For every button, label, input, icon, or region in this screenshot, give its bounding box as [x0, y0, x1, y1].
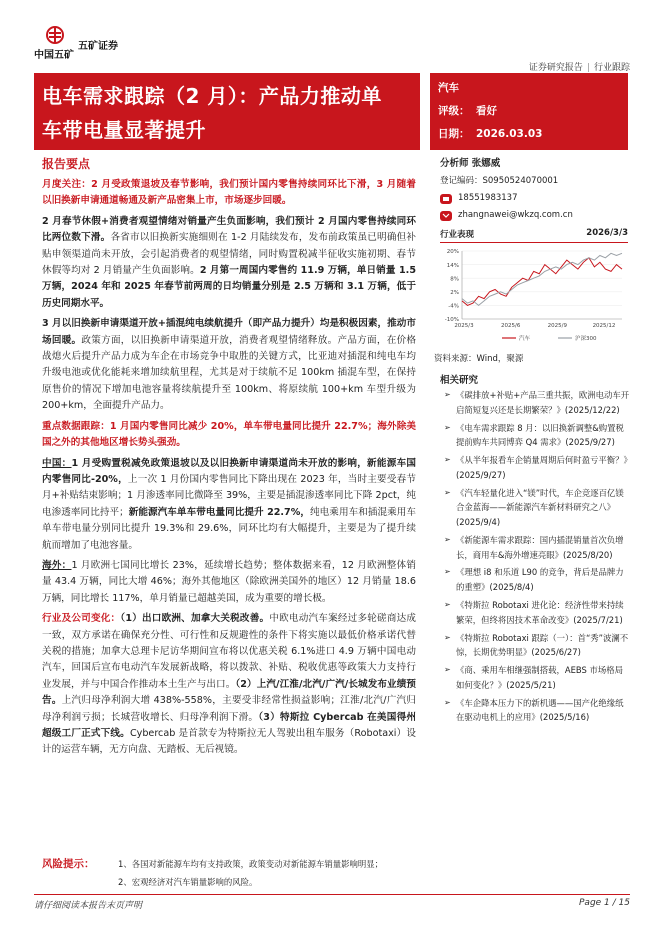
- analyst-phone: [440, 190, 630, 207]
- brand-name: 中国五矿: [34, 50, 74, 61]
- chart-x-tick-label: 2025/9: [547, 323, 568, 329]
- related-list: [446, 388, 630, 728]
- rating-value: 看好: [476, 105, 497, 117]
- phone-text: 18551983137: [458, 193, 518, 203]
- chart-series-line: [462, 258, 622, 306]
- chart-header: [440, 228, 628, 243]
- chart-plot: [440, 243, 628, 343]
- china-battery-body: 纯电乘用车和插混乘用车单车带电量分别同比提升 19.3%和 29.6%，同环比均有大幅提升，主要是为了提升续航而增加了电池容量。: [42, 506, 417, 551]
- report-type-label: 证券研究报告: [528, 63, 583, 73]
- chart-y-tick-label: -10%: [444, 317, 459, 324]
- monthly-focus-text: 2 月受政策退坡及春节影响，我们预计国内零售持续同环比下滑，3 月随着以旧换新申请通道畅通及新产品密集上市，市场逐步回暖。: [42, 179, 417, 207]
- analyst-email[interactable]: [440, 207, 630, 224]
- chart-y-tick-label: 2%: [450, 290, 459, 296]
- chart-title: 行业表现: [440, 230, 475, 240]
- chart-legend-label: 汽车: [519, 336, 531, 342]
- report-title: [34, 73, 420, 150]
- feb-body: 各省市以旧换新实施细则在 1-2 月陆续发布，发布前政策虽已明确但补贴申领渠道尚未开放，会引起消费者的观望情绪，同时购置税减半征收实施初期、春节休假等均对 2 月销量产生负面影响。: [42, 232, 416, 277]
- chart-x-tick-label: 2025/12: [592, 323, 616, 329]
- risk-item-1: 1、各国对新能源车均有支持政策，政策变动对新能源车销量影响明显；: [118, 859, 383, 869]
- date-label: 日期：: [438, 128, 470, 140]
- feb-data: 2 月第一周国内零售约 11.9 万辆，单日销量 1.5 万辆，2024 年和 2025 年春节前两周的日均销量分别是 2.5 万辆和 3.1 万辆，低于历史同期水平。: [42, 265, 417, 309]
- overseas-label: 海外：: [42, 559, 72, 571]
- related-item[interactable]: ➢ 《理想 i8 和乐道 L90 的竞争，背后是品牌力的重塑》(2025/8/4): [446, 565, 630, 594]
- section-title: 报告要点: [42, 157, 91, 171]
- chart-y-tick-label: 20%: [446, 249, 459, 256]
- email-text[interactable]: zhangnawei@wkzq.com.cn: [458, 210, 573, 220]
- email-icon: [440, 211, 452, 221]
- analyst-reg: [440, 173, 630, 190]
- overseas-body: 1 月欧洲七国同比增长 23%，延续增长趋势；整体数据来看，12 月欧洲整体销量 43.4 万辆，同比大增 46%；海外其他地区（除欧洲美国外的地区）12 月销量 18.6 万辆，同比增长 117%，单月销量已超越美国，成为重要的增长极。: [42, 559, 416, 604]
- phone-icon: [440, 194, 452, 204]
- related-item[interactable]: ➢ 《商、乘用车相继强制搭载，AEBS 市场格局如何变化？》(2025/5/21): [446, 663, 630, 692]
- analyst-info: [440, 155, 630, 224]
- related-item[interactable]: ➢ 《电车需求跟踪 8 月：以旧换新调整&购置税提前购车共同博弈 Q4 需求》(2025/9/27): [446, 421, 630, 450]
- mar-body: 政策方面，以旧换新申请渠道开放，消费者观望情绪释放。产品方面，在价格战熄火后提升产品力成为车企在市场竞争中取胜的关键方式，比亚迪对插混和纯电车均升级电池或优化能耗来增加续航里程，尤其是对于续航不足 100km 插混车型，在保持原售价的情况下增加电池容量将续航提升至 100km、将原续航 100+km 车型升级为 200+km，全面提升产品力。: [42, 334, 417, 412]
- china-label: 中国：: [42, 457, 72, 469]
- related-item[interactable]: ➢ 《从半年报看车企销量周期后何时盈亏平衡？》(2025/9/27): [446, 453, 630, 482]
- chart-x-tick-label: 2025/6: [500, 323, 521, 329]
- related-item[interactable]: ➢ 《特斯拉 Robotaxi 跟踪（一）：首“秀”波澜不惊，长期优势明显》(2025/6/27): [446, 631, 630, 660]
- risk-title: 风险提示：: [42, 858, 95, 870]
- footer-disclaimer: 请仔细阅读本报告末页声明: [34, 901, 143, 911]
- industry-item-3: （3）特斯拉 Cybercab 在美国得州超级工厂正式下线。: [42, 711, 416, 739]
- title-line-2: 车带电量显著提升: [42, 118, 206, 142]
- company-logo: [34, 26, 144, 60]
- chart-date: 2026/3/3: [586, 228, 628, 238]
- main-content: [42, 155, 416, 759]
- feb-lead: 2 月春节休假+消费者观望情绪对销量产生负面影响，我们预计 2 月国内零售持续同环比两位数下滑。: [42, 215, 416, 244]
- industry-item-2: （2）上汽/江淮/北汽/广汽/长城发布业绩预告。: [42, 678, 416, 707]
- industry-label: 行业及公司变化：: [42, 613, 121, 625]
- chart-y-tick-label: 14%: [446, 262, 459, 269]
- paragraph-monthly-focus: [42, 177, 416, 210]
- related-item[interactable]: ➢ 《新能源车需求跟踪：国内插混销量首次负增长，商用车&海外增速亮眼》(2025/8/20): [446, 533, 630, 562]
- risk-item-2: 2、宏观经济对汽车销量影响的风险。: [118, 877, 258, 887]
- industry-item-1-body: 中欧电动汽车案经过多轮磋商达成一致，双方承诺在确保充分性、可行性和反规避性的条件下将实施以最低价格承诺代替关税的措施；加拿大总理卡尼访华期间宣布将以优惠关税 6.1%进口 4.9 万辆中国电动汽车，回国后宣布电动汽车发展新战略，将以拨款、补贴、税收优惠等政策大力支持行业发展，并与中国合作推动本土生产与出口。: [42, 613, 417, 690]
- industry-performance-chart: [440, 228, 628, 344]
- paragraph-feb: [42, 214, 416, 312]
- industry-item-3-body: Cybercab 是首款专为特斯拉无人驾驶出租车服务（Robotaxi）设计的运营车辆，无方向盘、无踏板、无后视镜。: [42, 728, 416, 756]
- report-sub-label: 行业跟踪: [593, 63, 630, 73]
- paragraph-overseas: [42, 558, 416, 607]
- title-line-1: 电车需求跟踪（2 月）：产品力推动单: [42, 84, 382, 108]
- chart-source: 资料来源：Wind，聚源: [434, 354, 524, 364]
- chart-y-tick-label: 8%: [450, 276, 459, 283]
- paragraph-china: [42, 456, 416, 554]
- sector-name: 汽车: [438, 82, 459, 94]
- date-value: 2026.03.03: [476, 128, 543, 140]
- related-item[interactable]: ➢ 《碳排放+补贴+产品三重共振，欧洲电动车开启简短复兴还是长期繁荣？》(2025/12/22): [446, 388, 630, 417]
- page-number: Page 1 / 15: [579, 898, 630, 908]
- rating-label: 评级：: [438, 105, 470, 117]
- chart-series-line: [462, 253, 622, 305]
- chart-y-tick-label: -4%: [448, 303, 459, 310]
- footer-divider: [34, 894, 630, 895]
- divider: |: [586, 63, 590, 73]
- brand-name-securities: 五矿证券: [78, 41, 118, 52]
- china-battery: 新能源汽车单车带电量同比提升 22.7%，: [128, 506, 311, 518]
- analyst-name: 分析师 张娜威: [440, 158, 501, 169]
- china-body: 上一次 1 月份国内零售同比下降出现在 2023 年，当时主要受春节月+补贴结束影响；1 月渗透率同比微降至 39%，主要是插混渗透率同比下降 2pct，纯电渗透率同比持平；: [42, 473, 417, 518]
- analyst-reg-text: 登记编码：S0950524070001: [440, 176, 559, 186]
- related-item[interactable]: ➢ 《汽车轻量化进入“镁”时代，车企竞逐百亿镁合金蓝海——新能源汽车新材料研究之八》(2025/9/4): [446, 486, 630, 530]
- related-item[interactable]: ➢ 《车企降本压力下的新机遇——国产化绝缘纸在驱动电机上的应用》(2025/5/16): [446, 696, 630, 725]
- paragraph-mar: [42, 316, 416, 414]
- related-title: 相关研究: [440, 375, 479, 386]
- chart-x-tick-label: 2025/3: [454, 323, 474, 329]
- china-lead: 1 月受购置税减免政策退坡以及以旧换新申请渠道尚未开放的影响，新能源车国内零售同比-20%，: [42, 457, 417, 485]
- rating-box: [430, 73, 628, 150]
- mar-lead: 3 月以旧换新申请渠道开放+插混纯电续航提升（即产品力提升）均是积极因素，推动市场回暖。: [42, 318, 416, 346]
- minmetals-logo-icon: [44, 26, 66, 46]
- report-type: [529, 60, 630, 73]
- industry-item-2-body: 上汽归母净利润大增 438%-558%，主要受非经常性损益影响；江淮/北汽/广汽归母净利润亏损；长城营收增长、归母净利润下滑。: [42, 695, 416, 723]
- paragraph-key-data: [42, 419, 416, 452]
- industry-item-1: （1）出口欧洲、加拿大关税改善。: [120, 613, 270, 625]
- paragraph-industry: [42, 611, 416, 759]
- key-data-text: 重点数据跟踪：1 月国内零售同比减少 20%，单车带电量同比提升 22.7%；海外除美国之外的其他地区增长势头强劲。: [42, 420, 416, 449]
- related-item[interactable]: ➢ 《特斯拉 Robotaxi 进化论：经济性带来持续繁荣，但终将因技术革命改变》(2025/7/21): [446, 598, 630, 627]
- monthly-focus-label: 月度关注：: [42, 179, 92, 190]
- chart-legend-label: 沪深300: [575, 336, 597, 342]
